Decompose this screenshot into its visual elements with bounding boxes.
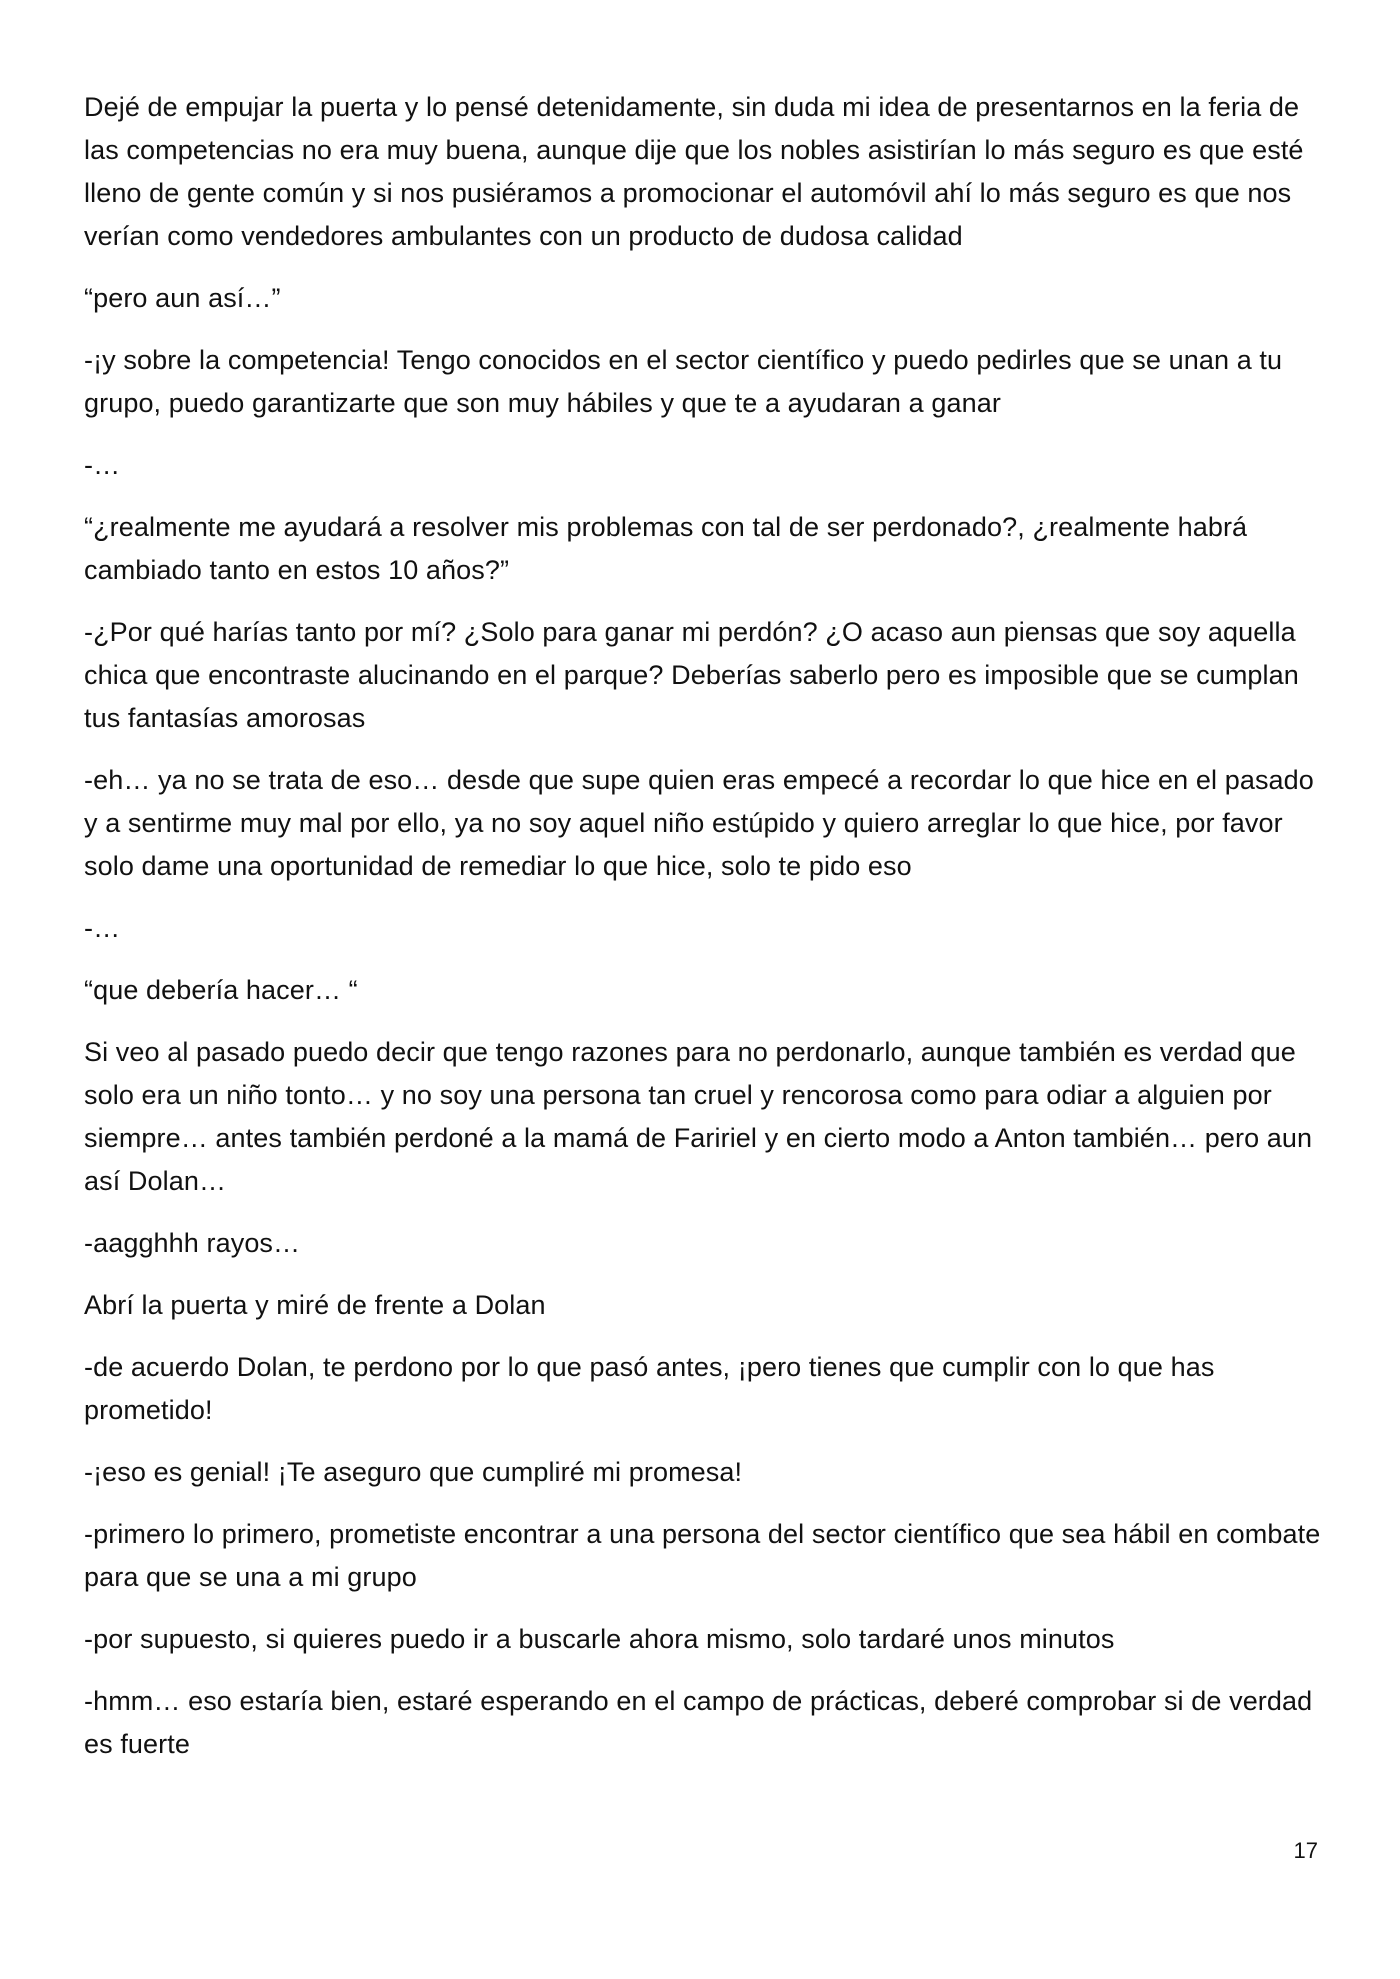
paragraph-12: Abrí la puerta y miré de frente a Dolan xyxy=(84,1290,546,1320)
paragraph-5: “¿realmente me ayudará a resolver mis problemas con tal de ser perdonado?, ¿realmente habrá cambiado tanto en estos 10 años?” xyxy=(84,512,1248,585)
paragraph-9: “que debería hacer… “ xyxy=(84,975,358,1005)
paragraph-2: “pero aun así…” xyxy=(84,283,281,313)
paragraph-10: Si veo al pasado puedo decir que tengo razones para no perdonarlo, aunque también es verdad que solo era un niño tonto… y no soy una persona tan cruel y rencorosa como para odiar a alguien por siempre… antes también perdoné a la mamá de Faririel y en cierto modo a Anton también… pero aun así Dolan… xyxy=(84,1037,1313,1196)
paragraph-14: -¡eso es genial! ¡Te aseguro que cumpliré mi promesa! xyxy=(84,1457,743,1487)
paragraph-6: -¿Por qué harías tanto por mí? ¿Solo para ganar mi perdón? ¿O acaso aun piensas que soy aquella chica que encontraste alucinando en el parque? Deberías saberlo pero es imposible que se cumplan tus fantasías amorosas xyxy=(84,617,1299,733)
paragraph-8: -… xyxy=(84,913,121,943)
body-text xyxy=(84,86,1324,1785)
paragraph-17: -hmm… eso estaría bien, estaré esperando en el campo de prácticas, deberé comprobar si de verdad es fuerte xyxy=(84,1686,1313,1759)
paragraph-15: -primero lo primero, prometiste encontrar a una persona del sector científico que sea hábil en combate para que se una a mi grupo xyxy=(84,1519,1321,1592)
paragraph-7: -eh… ya no se trata de eso… desde que supe quien eras empecé a recordar lo que hice en el pasado y a sentirme muy mal por ello, ya no soy aquel niño estúpido y quiero arreglar lo que hice, por favor solo dame una oportunidad de remediar lo que hice, solo te pido eso xyxy=(84,765,1314,881)
paragraph-13: -de acuerdo Dolan, te perdono por lo que pasó antes, ¡pero tienes que cumplir con lo que has prometido! xyxy=(84,1352,1215,1425)
paragraph-1: Dejé de empujar la puerta y lo pensé detenidamente, sin duda mi idea de presentarnos en la feria de las competencias no era muy buena, aunque dije que los nobles asistirían lo más seguro es que esté lleno de gente común y si nos pusiéramos a promocionar el automóvil ahí lo más seguro es que nos verían como vendedores ambulantes con un producto de dudosa calidad xyxy=(84,92,1304,251)
paragraph-3: -¡y sobre la competencia! Tengo conocidos en el sector científico y puedo pedirles que se unan a tu grupo, puedo garantizarte que son muy hábiles y que te a ayudaran a ganar xyxy=(84,345,1283,418)
paragraph-4: -… xyxy=(84,450,121,480)
paragraph-16: -por supuesto, si quieres puedo ir a buscarle ahora mismo, solo tardaré unos minutos xyxy=(84,1624,1115,1654)
page-number: 17 xyxy=(1293,1838,1318,1863)
paragraph-11: -aagghhh rayos… xyxy=(84,1228,301,1258)
